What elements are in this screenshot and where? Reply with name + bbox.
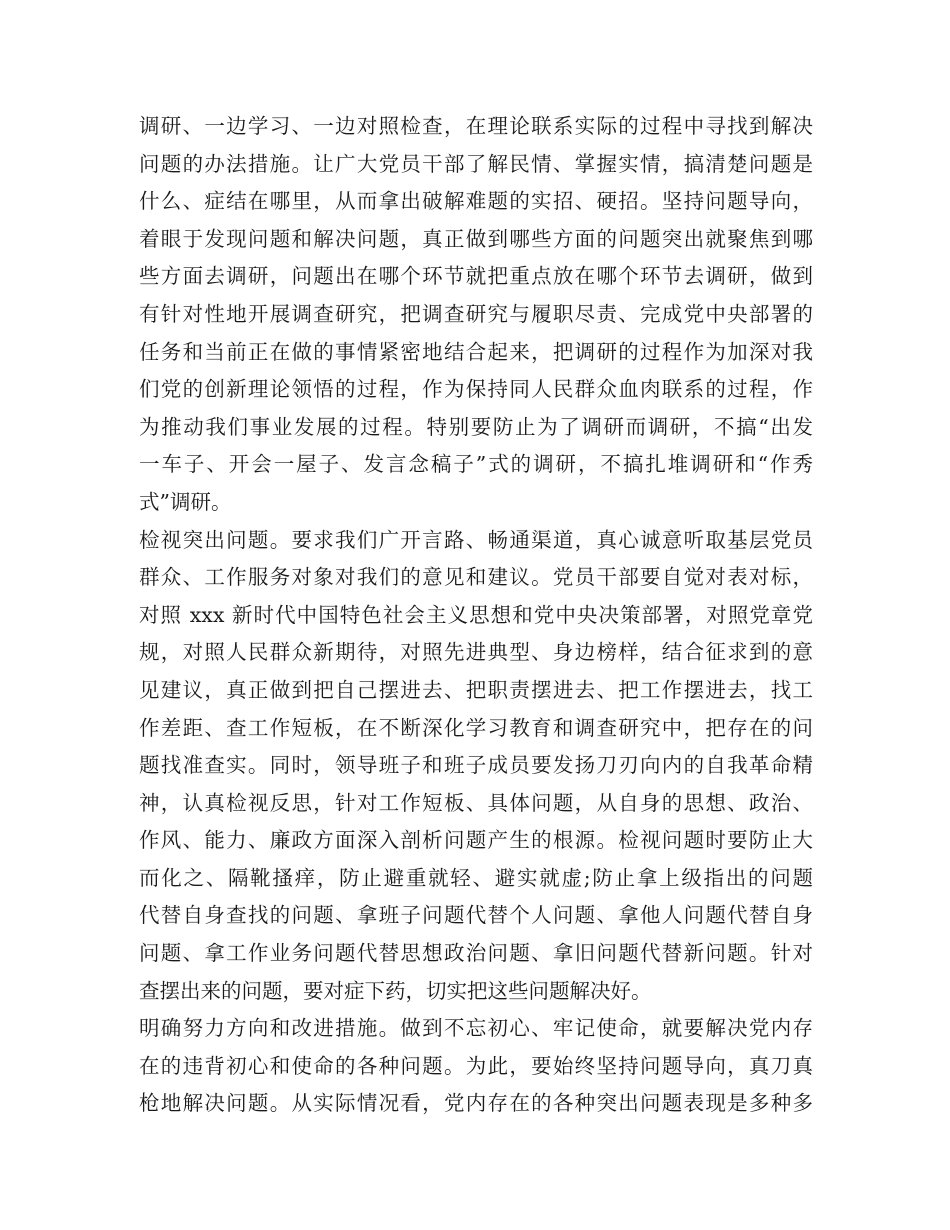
text-line: 们党的创新理论领悟的过程，作为保持同人民群众血肉联系的过程，作 [139, 377, 813, 402]
text-line: 什么、症结在哪里，从而拿出破解难题的实招、硬招。坚持问题导向， [139, 189, 813, 214]
text-line: 有针对性地开展调查研究，把调查研究与履职尽责、完成党中央部署的 [139, 301, 813, 326]
text-line: 些方面去调研，问题出在哪个环节就把重点放在哪个环节去调研，做到 [139, 264, 813, 289]
paragraph-direction-measures [139, 1010, 813, 1123]
text-line: 见建议，真正做到把自己摆进去、把职责摆进去、把工作摆进去，找工 [139, 677, 813, 702]
text-line: 检视突出问题。要求我们广开言路、畅通渠道，真心诚意听取基层党员 [139, 527, 813, 552]
text-line: 群众、工作服务对象对我们的意见和建议。党员干部要自觉对表对标， [139, 565, 813, 590]
paragraph-research [139, 108, 813, 522]
text-line: 任务和当前正在做的事情紧密地结合起来，把调研的过程作为加深对我 [139, 339, 813, 364]
text-line: 题找准查实。同时，领导班子和班子成员要发扬刀刃向内的自我革命精 [139, 753, 813, 778]
text-line: 式”调研。 [139, 489, 232, 514]
text-line: 着眼于发现问题和解决问题，真正做到哪些方面的问题突出就聚焦到哪 [139, 226, 813, 251]
text-line: 在的违背初心和使命的各种问题。为此，要始终坚持问题导向，真刀真 [139, 1053, 813, 1078]
text-line: 对照 xxx 新时代中国特色社会主义思想和党中央决策部署，对照党章党 [139, 602, 813, 627]
text-line: 作差距、查工作短板，在不断深化学习教育和调查研究中，把存在的问 [139, 715, 813, 740]
text-line: 问题的办法措施。让广大党员干部了解民情、掌握实情，搞清楚问题是 [139, 151, 813, 176]
text-line: 代替自身查找的问题、拿班子问题代替个人问题、拿他人问题代替自身 [139, 903, 813, 928]
text-line: 明确努力方向和改进措施。做到不忘初心、牢记使命，就要解决党内存 [139, 1016, 813, 1041]
text-line: 为推动我们事业发展的过程。特别要防止为了调研而调研，不搞“出发 [139, 414, 813, 439]
text-line: 一车子、开会一屋子、发言念稿子”式的调研，不搞扎堆调研和“作秀 [139, 452, 813, 477]
text-line: 神，认真检视反思，针对工作短板、具体问题，从自身的思想、政治、 [139, 790, 813, 815]
text-line: 调研、一边学习、一边对照检查，在理论联系实际的过程中寻找到解决 [139, 114, 813, 138]
text-line: 规，对照人民群众新期待，对照先进典型、身边榜样，结合征求到的意 [139, 640, 813, 665]
text-line: 作风、能力、廉政方面深入剖析问题产生的根源。检视问题时要防止大 [139, 828, 813, 853]
document-body [139, 108, 813, 1123]
text-line: 查摆出来的问题，要对症下药，切实把这些问题解决好。 [139, 978, 652, 1003]
text-line: 枪地解决问题。从实际情况看，党内存在的各种突出问题表现是多种多 [139, 1091, 813, 1116]
text-line: 而化之、隔靴搔痒，防止避重就轻、避实就虚;防止拿上级指出的问题 [139, 865, 813, 890]
paragraph-examine-problems [139, 522, 813, 1011]
text-line: 问题、拿工作业务问题代替思想政治问题、拿旧问题代替新问题。针对 [139, 941, 813, 966]
